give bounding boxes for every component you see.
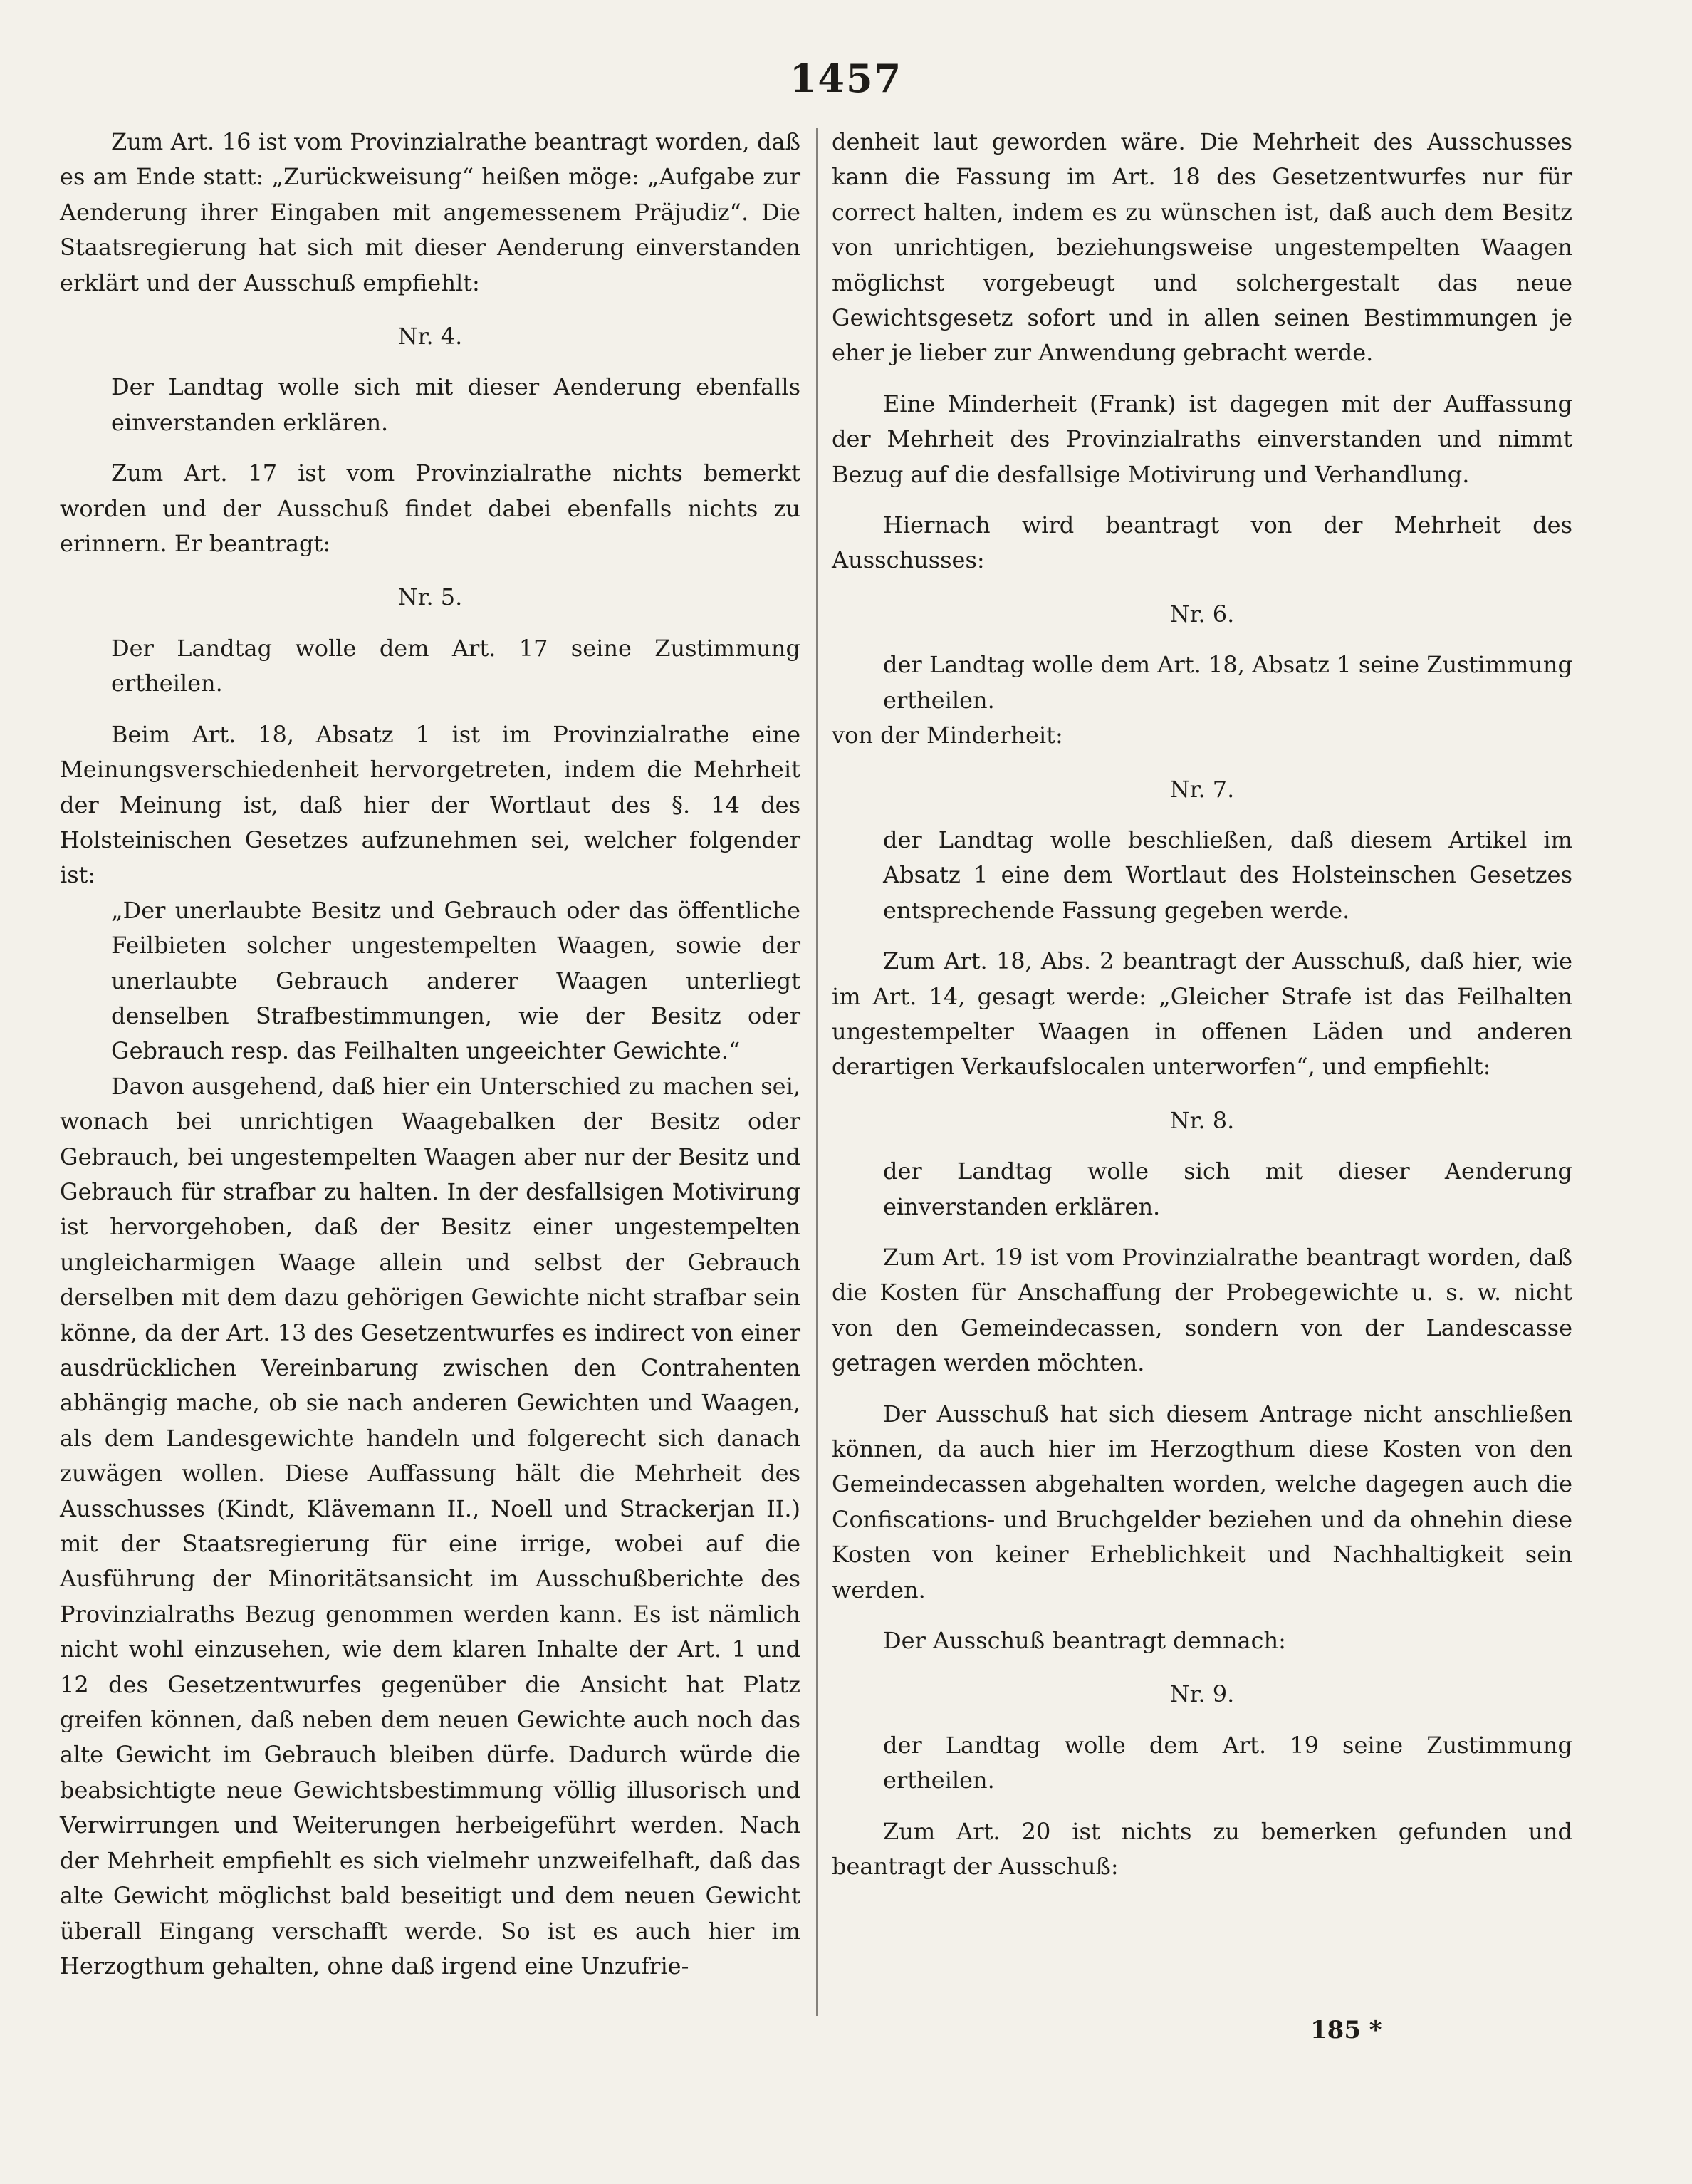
paragraph: Beim Art. 18, Absatz 1 ist im Provinzialrathe eine Meinungsverschiedenheit hervorgetreten, indem die Mehrheit der Meinung ist, daß hier der Wortlaut des §. 14 des Holsteinischen Gesetzes aufzunehmen sei, welcher folgender ist:: [60, 720, 800, 889]
motion-text: Der Landtag wolle dem Art. 17 seine Zustimmung ertheilen.: [111, 634, 800, 697]
motion-number: Nr. 7.: [1169, 775, 1235, 803]
paragraph: Zum Art. 16 ist vom Provinzialrathe beantragt worden, daß es am Ende statt: „Zurückweisung“ heißen möge: „Aufgabe zur Aenderung ihrer Eingaben mit angemessenem Präjudiz“. Die Staatsregierung hat sich mit dieser Aenderung einverstanden erklärt und der Ausschuß empfiehlt:: [60, 128, 800, 296]
motion-text: Der Landtag wolle sich mit dieser Aenderung ebenfalls einverstanden erklären.: [111, 373, 800, 436]
paragraph: denheit laut geworden wäre. Die Mehrheit des Ausschusses kann die Fassung im Art. 18 des Gesetzentwurfes nur für correct halten, indem es zu wünschen ist, daß auch dem Besitz von unrichtigen, beziehungsweise ungestempelten Waagen möglichst vorgebeugt und solchergestalt das neue Gewichtsgesetz sofort und in allen seinen Bestimmungen je eher je lieber zur Anwendung gebracht werde.: [832, 128, 1572, 367]
paragraph: Hiernach wird beantragt von der Mehrheit des Ausschusses:: [832, 511, 1572, 574]
motion-number: Nr. 4.: [397, 323, 463, 350]
motion-text: der Landtag wolle dem Art. 19 seine Zustimmung ertheilen.: [883, 1731, 1572, 1794]
paragraph: Davon ausgehend, daß hier ein Unterschied zu machen sei, wonach bei unrichtigen Waagebalken der Besitz oder Gebrauch, bei ungestempelten Waagen aber nur der Besitz und Gebrauch für strafbar zu halten. In der desfallsigen Motivirung ist hervorgehoben, daß der Besitz einer ungestempelten ungleicharmigen Waage allein und selbst der Gebrauch derselben mit dem dazu gehörigen Gewichte nicht strafbar sein könne, da der Art. 13 des Gesetzentwurfes es indirect von einer ausdrücklichen Vereinbarung zwischen den Contrahenten abhängig mache, ob sie nach anderen Gewichten und Waagen, als dem Landesgewichte handeln und folgerecht sich danach zuwägen wollen. Diese Auffassung hält die Mehrheit des Ausschusses (Kindt, Klävemann II., Noell und Strackerjan II.) mit der Staatsregierung für eine irrige, wobei auf die Ausführung der Minoritätsansicht im Ausschußberichte des Provinzialraths Bezug genommen werden kann. Es ist nämlich nicht wohl einzusehen, wie dem klaren Inhalte der Art. 1 und 12 des Gesetzentwurfes gegenüber die Ansicht hat Platz greifen können, daß neben dem neuen Gewichte auch noch das alte Gewicht im Gebrauch bleiben dürfe. Dadurch würde die beabsichtigte neue Gewichtsbestimmung völlig illusorisch und Verwirrungen und Weiterungen herbeigeführt werden. Nach der Mehrheit empfiehlt es sich vielmehr unzweifelhaft, daß das alte Gewicht möglichst bald beseitigt und dem neuen Gewicht überall Eingang verschafft werde. So ist es auch hier im Herzogthum gehalten, ohne daß irgend eine Unzufrie-: [60, 1072, 800, 1980]
paragraph: Der Ausschuß hat sich diesem Antrage nicht anschließen können, da auch hier im Herzogthum diese Kosten von den Gemeindecassen abgehalten worden, welche dagegen auch die Confiscations- und Bruchgelder beziehen und da ohnehin diese Kosten von keiner Erheblichkeit und Nachhaltigkeit sein werden.: [832, 1400, 1572, 1603]
paragraph: Der Ausschuß beantragt demnach:: [883, 1627, 1286, 1655]
paragraph: Zum Art. 18, Abs. 2 beantragt der Ausschuß, daß hier, wie im Art. 14, gesagt werde: „Gleicher Strafe ist das Feilhalten ungestempelter Waagen in offenen Läden und anderen derartigen Verkaufslocalen unterworfen“, und empfiehlt:: [832, 947, 1572, 1081]
motion-number: Nr. 5.: [397, 583, 463, 611]
left-column: [60, 125, 800, 1984]
column-divider: [816, 128, 818, 2016]
motion-number: Nr. 9.: [1169, 1680, 1235, 1708]
motion-text: der Landtag wolle dem Art. 18, Absatz 1 seine Zustimmung ertheilen.: [883, 651, 1572, 714]
paragraph: von der Minderheit:: [832, 722, 1063, 749]
motion-text: der Landtag wolle beschließen, daß diesem Artikel im Absatz 1 eine dem Wortlaut des Holsteinschen Gesetzes entsprechende Fassung gegeben werde.: [883, 826, 1572, 924]
signature-mark: 185 *: [1310, 2016, 1382, 2044]
paragraph: Zum Art. 20 ist nichts zu bemerken gefunden und beantragt der Ausschuß:: [832, 1817, 1572, 1881]
quoted-law-text: „Der unerlaubte Besitz und Gebrauch oder das öffentliche Feilbieten solcher ungestempelten Waagen, sowie der unerlaubte Gebrauch anderer Waagen unterliegt denselben Strafbestimmungen, wie der Besitz oder Gebrauch resp. das Feilhalten ungeeichter Gewichte.“: [111, 896, 800, 1065]
paragraph: Zum Art. 17 ist vom Provinzialrathe nichts bemerkt worden und der Ausschuß findet dabei ebenfalls nichts zu erinnern. Er beantragt:: [60, 459, 800, 558]
paragraph: Zum Art. 19 ist vom Provinzialrathe beantragt worden, daß die Kosten für Anschaffung der Probegewichte u. s. w. nicht von den Gemeindecassen, sondern von der Landescasse getragen werden möchten.: [832, 1243, 1572, 1377]
motion-number: Nr. 8.: [1169, 1106, 1235, 1134]
paragraph: Eine Minderheit (Frank) ist dagegen mit der Auffassung der Mehrheit des Provinzialraths einverstanden und nimmt Bezug auf die desfallsige Motivirung und Verhandlung.: [832, 390, 1572, 488]
page-number: 1457: [789, 56, 903, 101]
right-column: [832, 125, 1572, 1884]
motion-number: Nr. 6.: [1169, 600, 1235, 628]
motion-text: der Landtag wolle sich mit dieser Aenderung einverstanden erklären.: [883, 1158, 1572, 1220]
